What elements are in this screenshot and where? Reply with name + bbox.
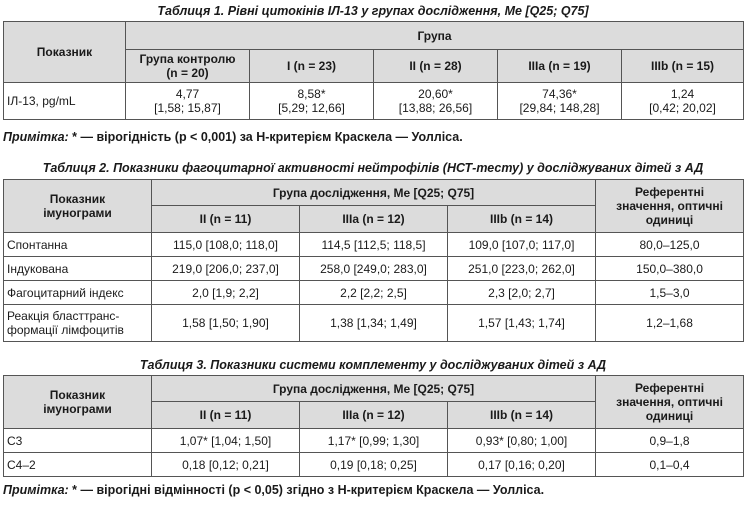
table3-col-ii: II (n = 11) [152,402,300,429]
table2-header-reference: Референтні значення, оптичні одиниці [596,180,744,233]
table1-cell: 1,24 [0,42; 20,02] [622,83,744,120]
table3-row-label: С3 [4,429,152,453]
table1-col-iiib: IIIb (n = 15) [622,50,744,83]
table3-header-indicator: Показник імунограми [4,376,152,429]
table1-header-indicator: Показник [4,22,126,83]
table2-cell: 109,0 [107,0; 117,0] [448,233,596,257]
table2-cell: 251,0 [223,0; 262,0] [448,257,596,281]
table2-cell: 1,58 [1,50; 1,90] [152,305,300,342]
table1 [3,21,744,120]
table2-header-group: Група дослідження, Me [Q25; Q75] [152,180,596,206]
table3-col-iiia: IIIa (n = 12) [300,402,448,429]
table1-caption: Таблиця 1. Рівні цитокінів ІЛ-13 у групах дослідження, Me [Q25; Q75] [157,4,589,18]
table1-cell: 4,77 [1,58; 15,87] [126,83,250,120]
table2-cell: 114,5 [112,5; 118,5] [300,233,448,257]
table2-row-label: Реакція бласттранс- формації лімфоцитів [4,305,152,342]
table3-ref: 0,1–0,4 [596,453,744,477]
table3-note-label: Примітка: [3,483,69,497]
table2-ref: 1,2–1,68 [596,305,744,342]
table3-note [3,482,544,498]
table3-ref: 0,9–1,8 [596,429,744,453]
table2-cell: 219,0 [206,0; 237,0] [152,257,300,281]
table1-cell: 20,60* [13,88; 26,56] [374,83,498,120]
table3-cell: 0,19 [0,18; 0,25] [300,453,448,477]
table3-header-group: Група дослідження, Me [Q25; Q75] [152,376,596,402]
table3-row-label: С4–2 [4,453,152,477]
table1-row-label: ІЛ-13, pg/mL [4,83,126,120]
table1-cell: 8,58* [5,29; 12,66] [250,83,374,120]
table3-cell: 1,17* [0,99; 1,30] [300,429,448,453]
table2-col-iiib: IIIb (n = 14) [448,206,596,233]
table2 [3,179,744,342]
table1-note-text: * — вірогідність (р < 0,001) за Н-критерієм Краскела — Уолліса. [68,130,463,144]
table2-col-ii: II (n = 11) [152,206,300,233]
table1-header-group: Група [126,22,744,50]
table2-cell: 1,38 [1,34; 1,49] [300,305,448,342]
table2-cell: 2,2 [2,2; 2,5] [300,281,448,305]
table2-ref: 150,0–380,0 [596,257,744,281]
table1-col-i: I (n = 23) [250,50,374,83]
table3-note-text: * — вірогідні відмінності (р < 0,05) згідно з Н-критерієм Краскела — Уолліса. [68,483,545,497]
table1-col-control: Група контролю (n = 20) [126,50,250,83]
table1-col-ii: II (n = 28) [374,50,498,83]
table2-ref: 1,5–3,0 [596,281,744,305]
table2-cell: 115,0 [108,0; 118,0] [152,233,300,257]
table3-cell: 0,93* [0,80; 1,00] [448,429,596,453]
table2-cell: 258,0 [249,0; 283,0] [300,257,448,281]
table2-cell: 1,57 [1,43; 1,74] [448,305,596,342]
table3-col-iiib: IIIb (n = 14) [448,402,596,429]
table3-caption: Таблиця 3. Показники системи комплементу у досліджуваних дітей з АД [139,358,607,372]
table1-col-iiia: IIIa (n = 19) [498,50,622,83]
table2-row-label: Спонтанна [4,233,152,257]
table2-row-label: Індукована [4,257,152,281]
table1-cell: 74,36* [29,84; 148,28] [498,83,622,120]
table2-row-label: Фагоцитарний індекс [4,281,152,305]
table3-cell: 1,07* [1,04; 1,50] [152,429,300,453]
table1-note-label: Примітка: [3,130,69,144]
table2-col-iiia: IIIa (n = 12) [300,206,448,233]
table2-header-indicator: Показник імунограми [4,180,152,233]
table2-caption: Таблиця 2. Показники фагоцитарної активності нейтрофілів (НСТ-тесту) у досліджуваних дітей з АД [42,161,704,175]
table2-cell: 2,0 [1,9; 2,2] [152,281,300,305]
table2-cell: 2,3 [2,0; 2,7] [448,281,596,305]
table3-header-reference: Референтні значення, оптичні одиниці [596,376,744,429]
table3-cell: 0,17 [0,16; 0,20] [448,453,596,477]
table2-ref: 80,0–125,0 [596,233,744,257]
table3 [3,375,744,477]
table1-note [3,129,463,145]
table3-cell: 0,18 [0,12; 0,21] [152,453,300,477]
